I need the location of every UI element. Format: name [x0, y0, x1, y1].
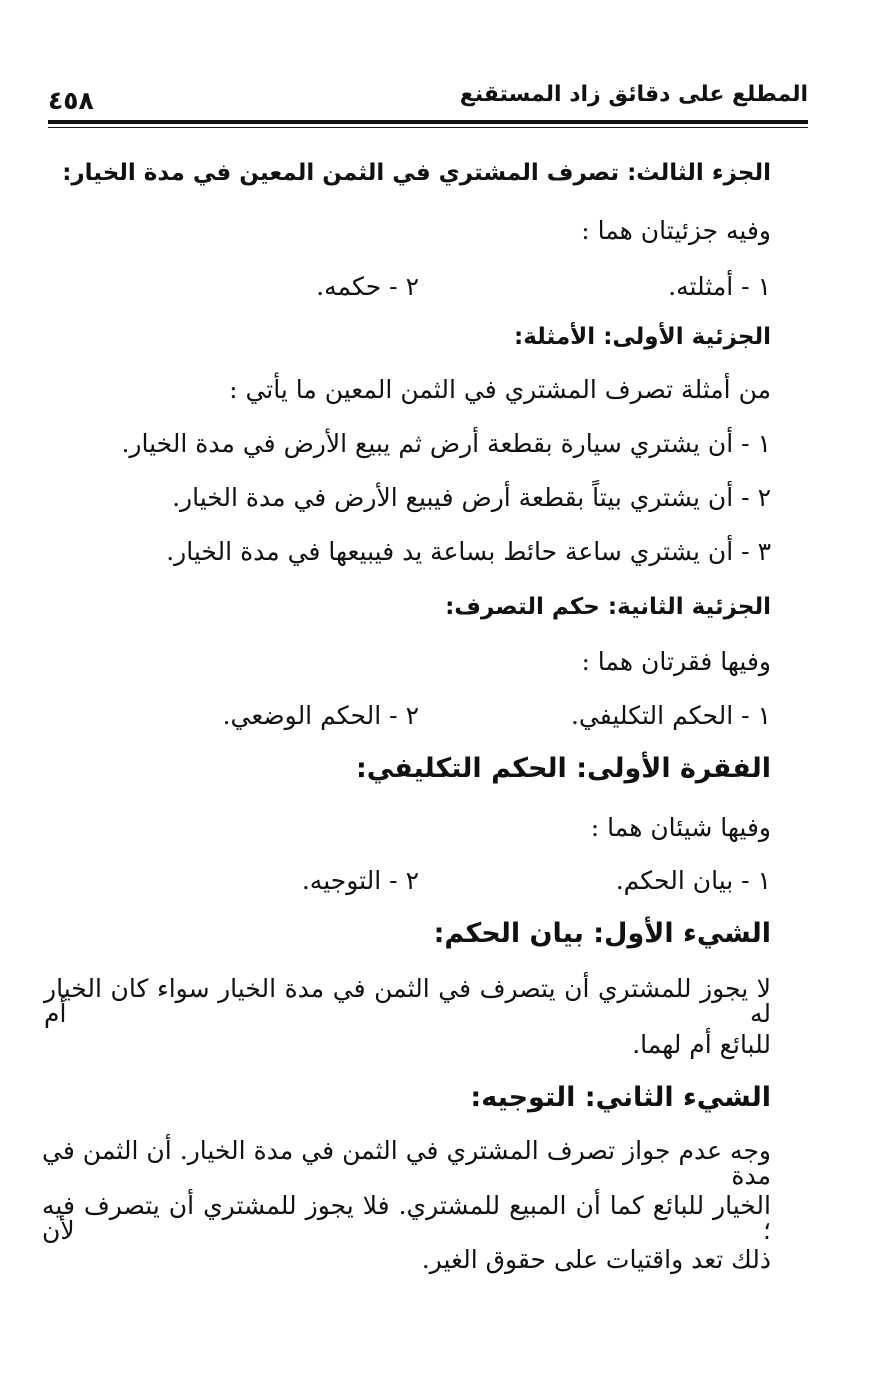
thing-2-text-line-2: الخيار للبائع كما أن المبيع للمشتري. فلا يجوز للمشتري أن يتصرف فيه ؛ لأن — [42, 1191, 771, 1245]
subpart-1-intro: من أمثلة تصرف المشتري في الثمن المعين ما يأتي : — [229, 375, 771, 404]
paragraph-1-intro: وفيها شيئان هما : — [590, 813, 771, 842]
part-intro: وفيه جزئيتان هما : — [581, 216, 771, 245]
paragraph-1-item-1: ١ - بيان الحكم. — [615, 866, 771, 895]
paragraph-1-heading: الفقرة الأولى: الحكم التكليفي: — [355, 753, 771, 784]
subpart-1-heading: الجزئية الأولى: الأمثلة: — [514, 324, 771, 350]
thing-1-text-line-2: للبائع أم لهما. — [632, 1030, 771, 1059]
header-rule — [48, 120, 808, 124]
part-heading: الجزء الثالث: تصرف المشتري في الثمن المعين في مدة الخيار: — [62, 160, 771, 186]
running-title: المطلع على دقائق زاد المستقنع — [459, 82, 808, 107]
subpart-2-item-1: ١ - الحكم التكليفي. — [570, 701, 771, 730]
example-2: ٢ - أن يشتري بيتاً بقطعة أرض فيبيع الأرض في مدة الخيار. — [172, 483, 771, 512]
thing-2-text-line-1: وجه عدم جواز تصرف المشتري في الثمن في مدة الخيار. أن الثمن في مدة — [42, 1136, 771, 1190]
part-item-1: ١ - أمثلته. — [668, 272, 771, 301]
example-1: ١ - أن يشتري سيارة بقطعة أرض ثم يبيع الأرض في مدة الخيار. — [121, 429, 771, 458]
subpart-2-intro: وفيها فقرتان هما : — [581, 647, 771, 676]
thing-2-text-line-3: ذلك تعد واقتيات على حقوق الغير. — [421, 1245, 771, 1274]
subpart-2-heading: الجزئية الثانية: حكم التصرف: — [445, 594, 771, 620]
thing-2-heading: الشيء الثاني: التوجيه: — [470, 1082, 771, 1113]
example-3: ٣ - أن يشتري ساعة حائط بساعة يد فيبيعها في مدة الخيار. — [166, 537, 771, 566]
page-number: ٤٥٨ — [48, 86, 94, 115]
thing-1-text-line-1: لا يجوز للمشتري أن يتصرف في الثمن في مدة الخيار سواء كان الخيار له أم — [44, 974, 771, 1028]
part-item-2: ٢ - حكمه. — [316, 272, 419, 301]
header-rule-thin — [48, 127, 808, 128]
subpart-2-item-2: ٢ - الحكم الوضعي. — [222, 701, 419, 730]
paragraph-1-item-2: ٢ - التوجيه. — [301, 866, 419, 895]
thing-1-heading: الشيء الأول: بيان الحكم: — [433, 918, 771, 949]
